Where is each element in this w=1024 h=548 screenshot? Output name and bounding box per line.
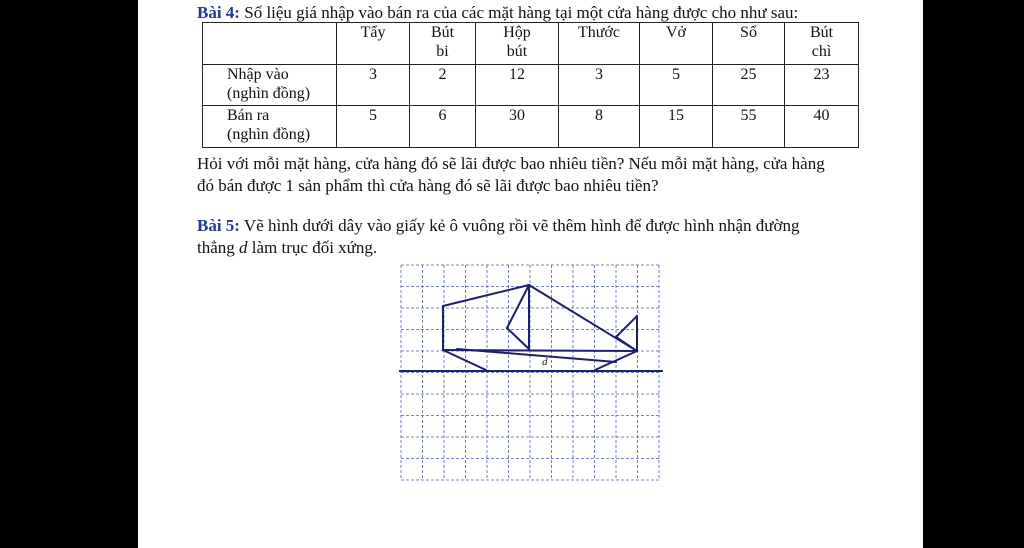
row-label: Bán ra (nghìn đồng) (203, 106, 337, 148)
fish-figure (443, 285, 637, 370)
exercise-5-label: Bài 5: (197, 216, 240, 235)
exercise-4-heading (197, 3, 798, 23)
figure-segment (507, 328, 529, 349)
header-cell: Thước (559, 23, 640, 65)
figure-segment (616, 337, 637, 351)
question-line: đó bán được 1 sản phẩm thì cửa hàng đó sẽ lãi được bao nhiêu tiền? (197, 176, 659, 195)
question-line: Hỏi với mỗi mặt hàng, cửa hàng đó sẽ lãi được bao nhiêu tiền? Nếu mỗi mặt hàng, cửa hàng (197, 154, 825, 173)
table-header-row (203, 23, 859, 65)
figure-segment (443, 285, 529, 306)
exercise-4-text: Số liệu giá nhập vào bán ra của các mặt hàng tại một cửa hàng được cho như sau: (239, 3, 799, 22)
table-row-buy (203, 65, 859, 106)
table-cell: 12 (476, 65, 559, 106)
header-cell: Sổ (713, 23, 785, 65)
row-label: Nhập vào (nghìn đồng) (203, 65, 337, 106)
header-cell: Bút chì (785, 23, 859, 65)
table-cell: 2 (410, 65, 476, 106)
figure-segment (507, 285, 529, 328)
table-cell: 5 (337, 106, 410, 148)
grid-figure (399, 262, 663, 484)
header-cell: Tẩy (337, 23, 410, 65)
table-row-sell (203, 106, 859, 148)
table-cell: 3 (559, 65, 640, 106)
table-cell: 6 (410, 106, 476, 148)
exercise-4-question (197, 153, 825, 197)
document-page (138, 0, 923, 548)
figure-segment (443, 350, 486, 370)
axis-label-d: d (542, 356, 548, 368)
table-cell: 55 (713, 106, 785, 148)
table-cell: 15 (640, 106, 713, 148)
table-cell: 40 (785, 106, 859, 148)
figure-segment (616, 316, 637, 337)
axis-variable: d (239, 238, 248, 257)
table-cell: 30 (476, 106, 559, 148)
header-cell: Bút bi (410, 23, 476, 65)
table-cell: 8 (559, 106, 640, 148)
table-cell: 5 (640, 65, 713, 106)
price-table (202, 22, 859, 148)
table-cell: 25 (713, 65, 785, 106)
table-cell: 3 (337, 65, 410, 106)
header-cell: Vở (640, 23, 713, 65)
table-cell: 23 (785, 65, 859, 106)
header-cell: Hộp bút (476, 23, 559, 65)
header-cell-empty (203, 23, 337, 65)
exercise-5-text (197, 215, 799, 259)
exercise-5-line-2: thẳng d làm trục đối xứng. (197, 238, 378, 257)
exercise-4-label: Bài 4: (197, 3, 240, 22)
exercise-5-line-1: Bài 5: Vẽ hình dưới dây vào giấy kẻ ô vuông rồi vẽ thêm hình để được hình nhận đường (197, 216, 800, 235)
